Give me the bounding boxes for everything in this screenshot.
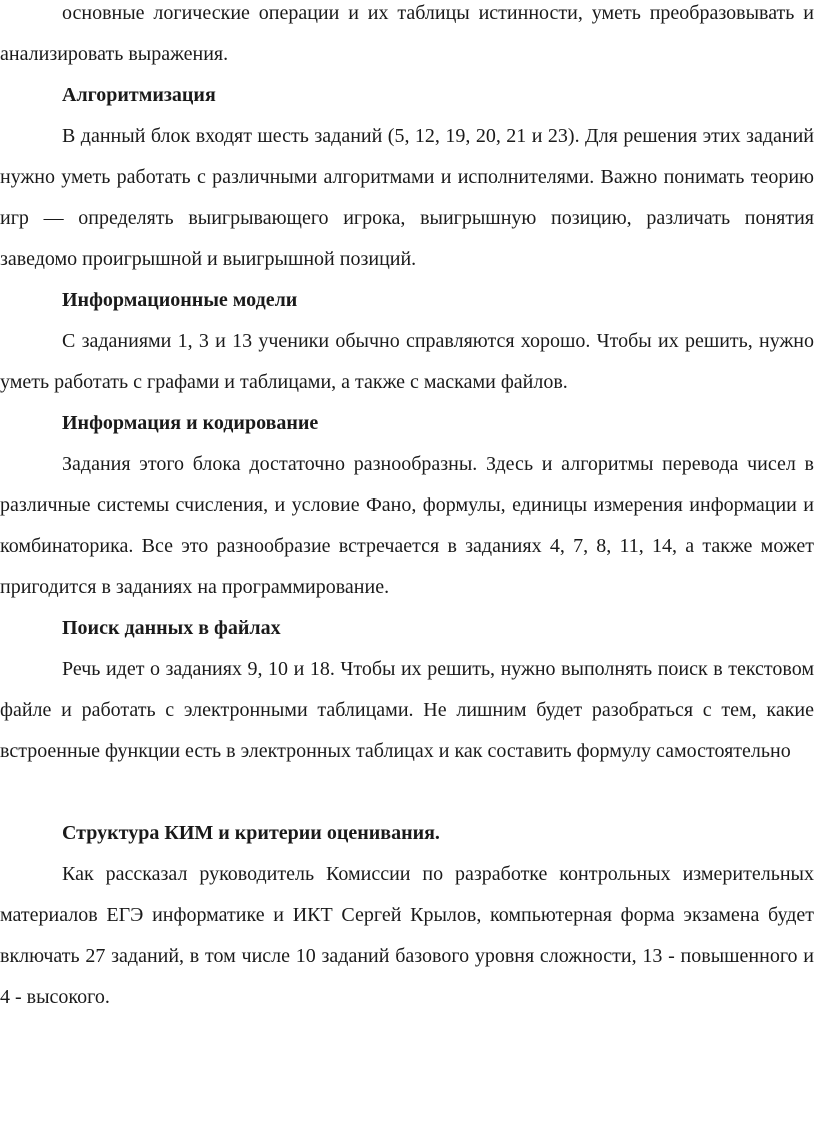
section-text-information-models: С заданиями 1, 3 и 13 ученики обычно справляются хорошо. Чтобы их решить, нужно уметь работать с графами и таблицами, а также с масками файлов. [0, 330, 814, 393]
blank-line [0, 772, 814, 813]
section-text-algorithmization: В данный блок входят шесть заданий (5, 12, 19, 20, 21 и 23). Для решения этих заданий нужно уметь работать с различными алгоритмами и исполнителями. Важно понимать теорию игр — определять выигрывающего игрока, выигрышную позицию, различать понятия заведомо проигрышной и выигрышной позиций. [0, 125, 814, 270]
section-heading-information-models: Информационные модели [62, 289, 298, 311]
section-text-kim-structure: Как рассказал руководитель Комиссии по разработке контрольных измерительных материалов ЕГЭ информатике и ИКТ Сергей Крылов, компьютерная форма экзамена будет включать 27 заданий, в том числе 10 заданий базового уровня сложности, 13 - повышенного и 4 - высокого. [0, 863, 814, 1008]
section-heading-file-data-search: Поиск данных в файлах [62, 617, 281, 639]
section-heading-kim-structure: Структура КИМ и критерии оценивания. [62, 822, 440, 844]
section-text-file-data-search: Речь идет о заданиях 9, 10 и 18. Чтобы их решить, нужно выполнять поиск в текстовом файле и работать с электронными таблицами. Не лишним будет разобраться с тем, какие встроенные функции есть в электронных таблицах и как составить формулу самостоятельно [0, 658, 814, 762]
intro-paragraph: основные логические операции и их таблицы истинности, уметь преобразовывать и анализировать выражения. [0, 2, 814, 65]
section-heading-algorithmization: Алгоритмизация [62, 84, 216, 106]
section-heading-information-coding: Информация и кодирование [62, 412, 319, 434]
section-text-information-coding: Задания этого блока достаточно разнообразны. Здесь и алгоритмы перевода чисел в различные системы счисления, и условие Фано, формулы, единицы измерения информации и комбинаторика. Все это разнообразие встречается в заданиях 4, 7, 8, 11, 14, а также может пригодится в заданиях на программирование. [0, 453, 814, 598]
